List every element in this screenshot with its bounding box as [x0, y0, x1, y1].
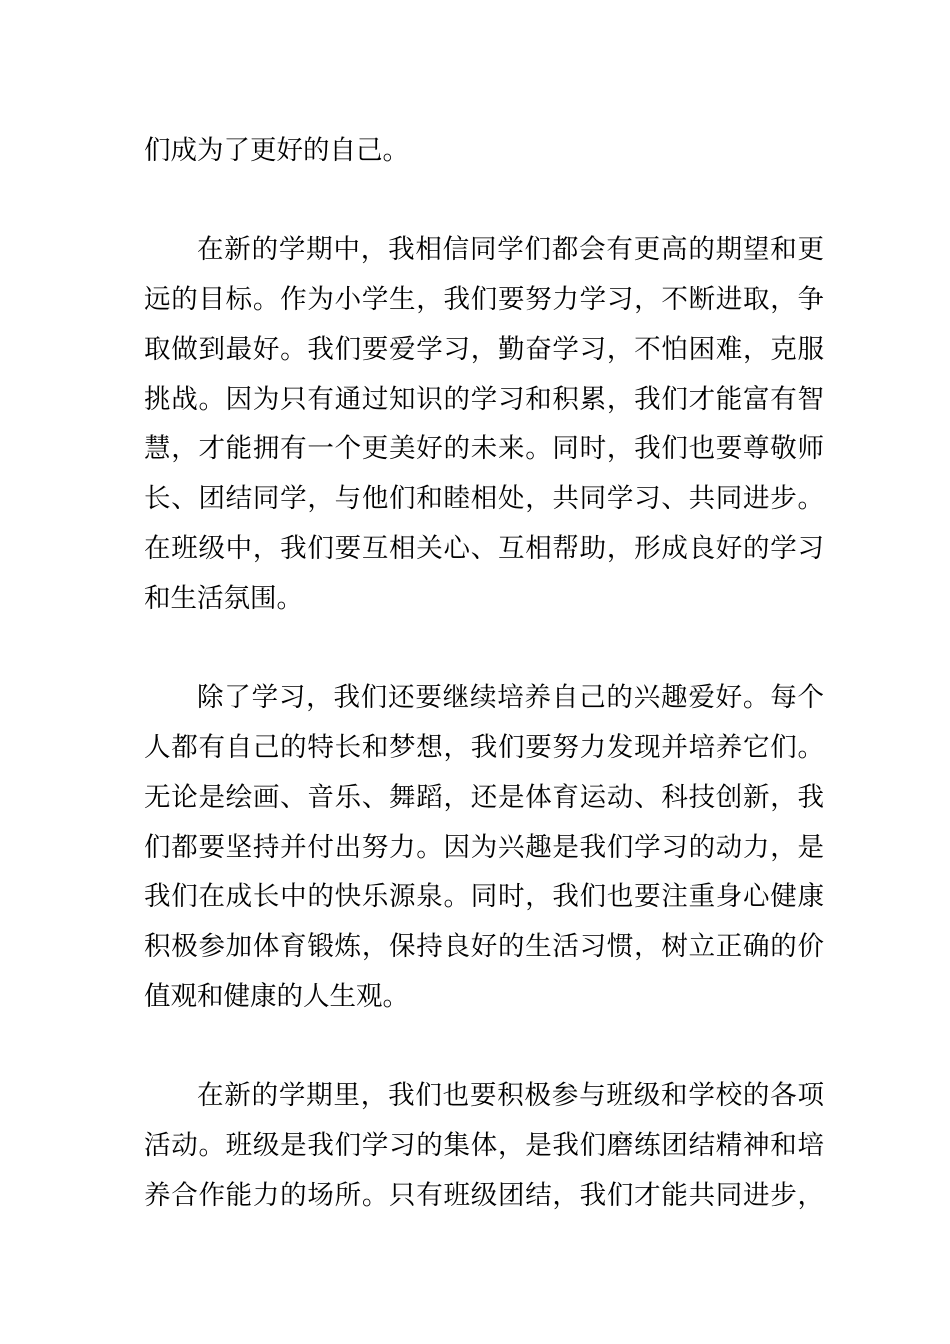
paragraph-line: 除了学习，我们还要继续培养自己的兴趣爱好。每个	[197, 682, 824, 713]
paragraph-line: 长、团结同学，与他们和睦相处，共同学习、共同进步。	[144, 483, 824, 514]
paragraph-line: 远的目标。作为小学生，我们要努力学习，不断进取，争	[144, 284, 824, 315]
paragraph-line: 积极参加体育锻炼，保持良好的生活习惯，树立正确的价	[144, 931, 824, 962]
paragraph-line: 们成为了更好的自己。	[144, 135, 409, 166]
paragraph-line: 在班级中，我们要互相关心、互相帮助，形成良好的学习	[144, 533, 824, 564]
paragraph-line: 在新的学期里，我们也要积极参与班级和学校的各项	[197, 1080, 824, 1111]
paragraph-line: 我们在成长中的快乐源泉。同时，我们也要注重身心健康	[144, 881, 824, 912]
paragraph-line: 无论是绘画、音乐、舞蹈，还是体育运动、科技创新，我	[144, 782, 824, 813]
paragraph-line: 养合作能力的场所。只有班级团结，我们才能共同进步，	[144, 1180, 824, 1211]
paragraph-line: 活动。班级是我们学习的集体，是我们磨练团结精神和培	[144, 1130, 824, 1161]
paragraph-line: 挑战。因为只有通过知识的学习和积累，我们才能富有智	[144, 384, 824, 415]
paragraph-line: 值观和健康的人生观。	[144, 981, 409, 1012]
paragraph-line: 慧，才能拥有一个更美好的未来。同时，我们也要尊敬师	[144, 433, 824, 464]
paragraph-line: 们都要坚持并付出努力。因为兴趣是我们学习的动力，是	[144, 832, 824, 863]
paragraph-line: 在新的学期中，我相信同学们都会有更高的期望和更	[197, 234, 824, 265]
paragraph-line: 取做到最好。我们要爱学习，勤奋学习，不怕困难，克服	[144, 334, 824, 365]
paragraph-line: 和生活氛围。	[144, 583, 303, 614]
paragraph-line: 人都有自己的特长和梦想，我们要努力发现并培养它们。	[144, 732, 824, 763]
